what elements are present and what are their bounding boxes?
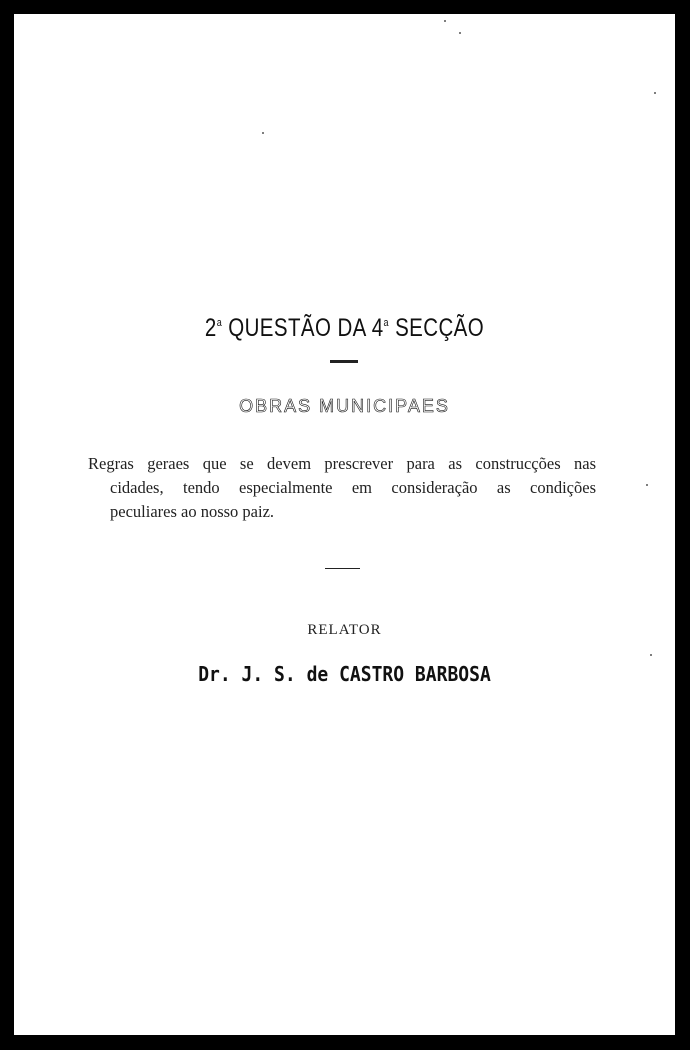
- scan-speck: [459, 32, 461, 34]
- divider-bottom: [325, 568, 360, 569]
- heading-text-1: QUESTÃO DA: [222, 314, 372, 342]
- scan-speck: [262, 132, 264, 134]
- scan-speck: [654, 92, 656, 94]
- paragraph-line-2: cidades, tendo especialmente em consideração as condições: [110, 478, 596, 497]
- divider-top: [330, 360, 358, 363]
- question-paragraph: [88, 452, 596, 524]
- scan-speck: [650, 654, 652, 656]
- author-name: Dr. J. S. de CASTRO BARBOSA: [198, 662, 491, 686]
- heading-ordinal-2: a: [383, 317, 389, 329]
- paragraph-line-3: peculiares ao nosso paiz.: [110, 502, 275, 521]
- subtitle: OBRAS MUNICIPAES: [239, 396, 450, 416]
- document-page: [14, 14, 675, 1035]
- scan-speck: [444, 20, 446, 22]
- heading-ordinal-1: a: [216, 317, 223, 329]
- heading-text-2: SECÇÃO: [388, 314, 485, 342]
- heading-number-2: 4: [371, 314, 384, 342]
- section-heading: [73, 314, 615, 343]
- heading-number-1: 2: [204, 314, 217, 342]
- paragraph-line-1: Regras geraes que se devem prescrever para as construcções nas: [88, 454, 596, 473]
- scan-speck: [646, 484, 648, 486]
- relator-label: RELATOR: [307, 622, 382, 638]
